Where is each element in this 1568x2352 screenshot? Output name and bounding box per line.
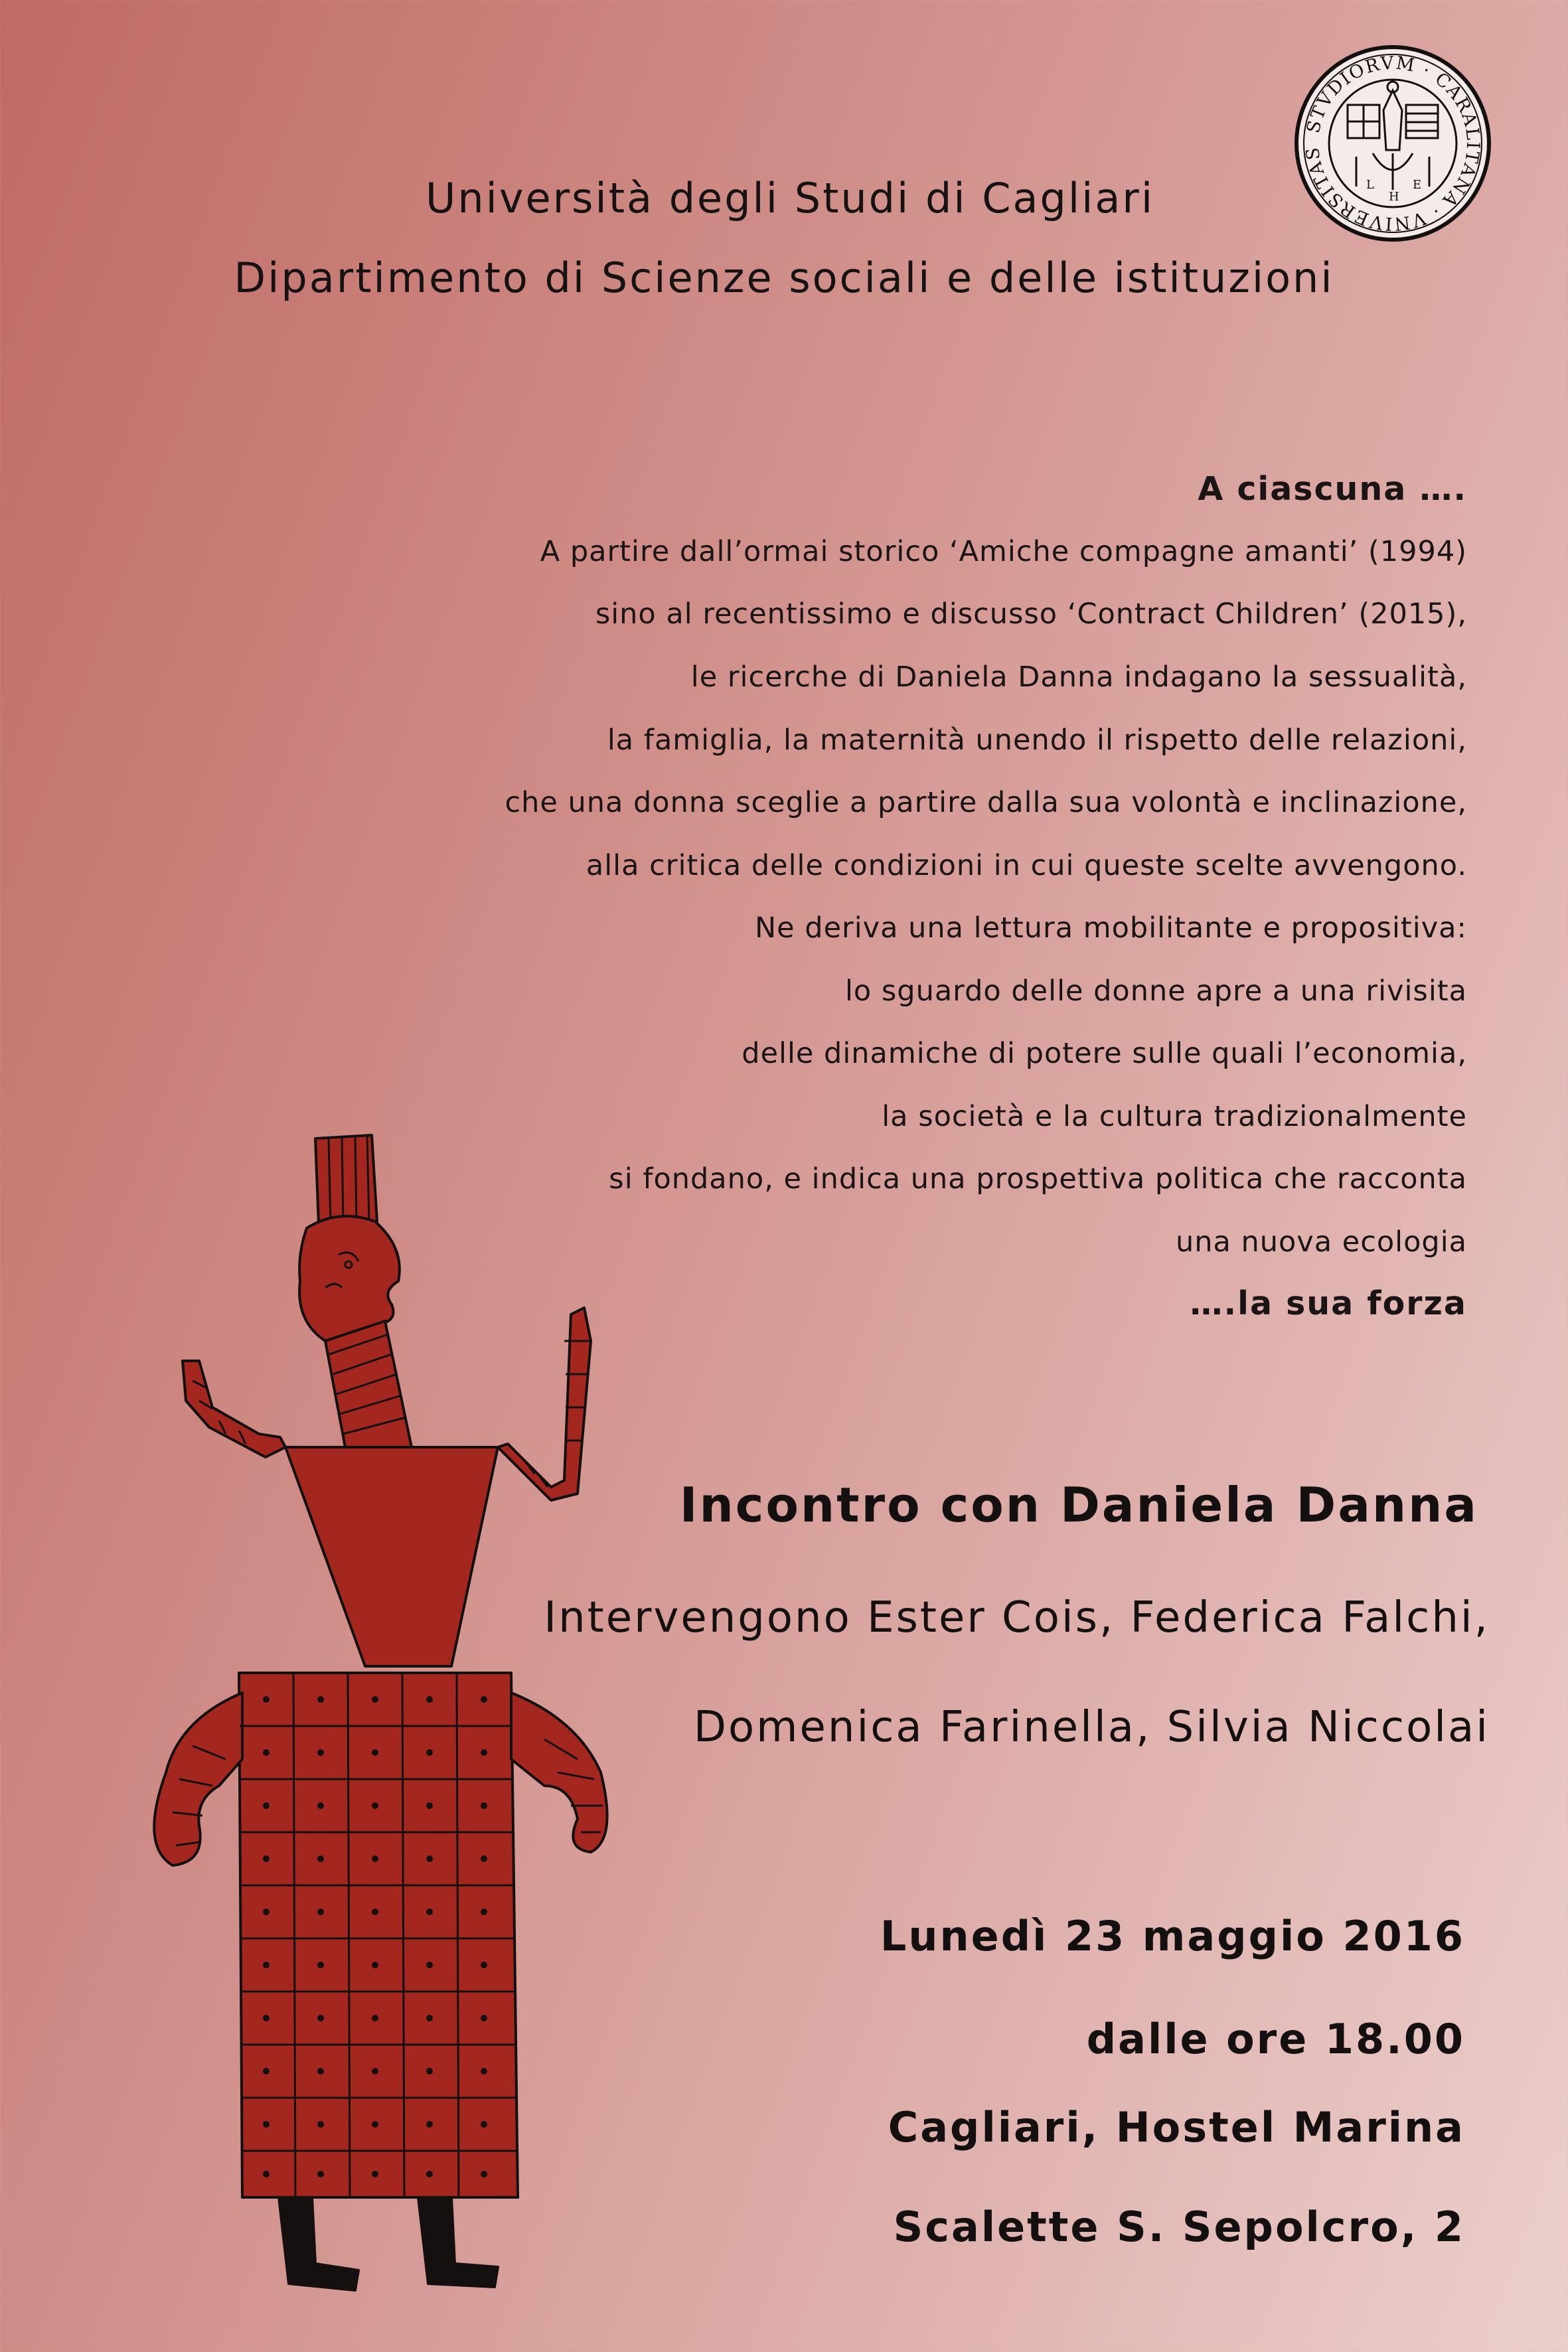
text-line: la società e la cultura tradizionalmente bbox=[882, 1100, 1467, 1133]
speakers-line-1: Intervengono Ester Cois, Federica Falchi, bbox=[544, 1593, 1490, 1642]
event-title: Incontro con Daniela Danna bbox=[679, 1477, 1478, 1533]
seal-legend: STVDIORVM · CARALITANA · VNIVERSITAS bbox=[1302, 52, 1484, 234]
seal-letter-h: H bbox=[1389, 190, 1399, 204]
speakers-line-2: Domenica Farinella, Silvia Niccolai bbox=[693, 1703, 1490, 1752]
text-line: lo sguardo delle donne apre a una rivisita bbox=[844, 975, 1467, 1008]
text-line: sino al recentissimo e discusso ‘Contract Children’ (2015), bbox=[595, 597, 1467, 631]
text-line: alla critica delle condizioni in cui queste scelte avvengono. bbox=[586, 849, 1467, 882]
event-address: Scalette S. Sepolcro, 2 bbox=[893, 2203, 1465, 2251]
university-seal-icon bbox=[1293, 44, 1492, 243]
text-line: Ne deriva una lettura mobilitante e propositiva: bbox=[754, 911, 1467, 945]
event-venue: Cagliari, Hostel Marina bbox=[888, 2103, 1465, 2152]
text-line: A partire dall’ormai storico ‘Amiche compagne amanti’ (1994) bbox=[540, 535, 1467, 568]
department-name: Dipartimento di Scienze sociali e delle istituzioni bbox=[234, 254, 1334, 302]
text-line: si fondano, e indica una prospettiva politica che racconta bbox=[609, 1162, 1467, 1196]
event-time: dalle ore 18.00 bbox=[1086, 2015, 1465, 2063]
text-heading: A ciascuna …. bbox=[1198, 470, 1467, 508]
seal-letter-e: E bbox=[1413, 178, 1422, 192]
text-line: delle dinamiche di potere sulle quali l’economia, bbox=[742, 1037, 1467, 1070]
figure-illustration bbox=[126, 1122, 677, 2304]
university-name: Università degli Studi di Cagliari bbox=[425, 174, 1155, 222]
seal-letter-l: L bbox=[1366, 178, 1374, 192]
event-date: Lunedì 23 maggio 2016 bbox=[880, 1912, 1465, 1960]
text-closing: ….la sua forza bbox=[1190, 1285, 1467, 1322]
text-line: una nuova ecologia bbox=[1175, 1225, 1467, 1259]
text-line: le ricerche di Daniela Danna indagano la sessualità, bbox=[690, 661, 1467, 694]
text-line: che una donna sceglie a partire dalla sua volontà e inclinazione, bbox=[505, 786, 1467, 819]
text-line: la famiglia, la maternità unendo il rispetto delle relazioni, bbox=[607, 724, 1467, 757]
